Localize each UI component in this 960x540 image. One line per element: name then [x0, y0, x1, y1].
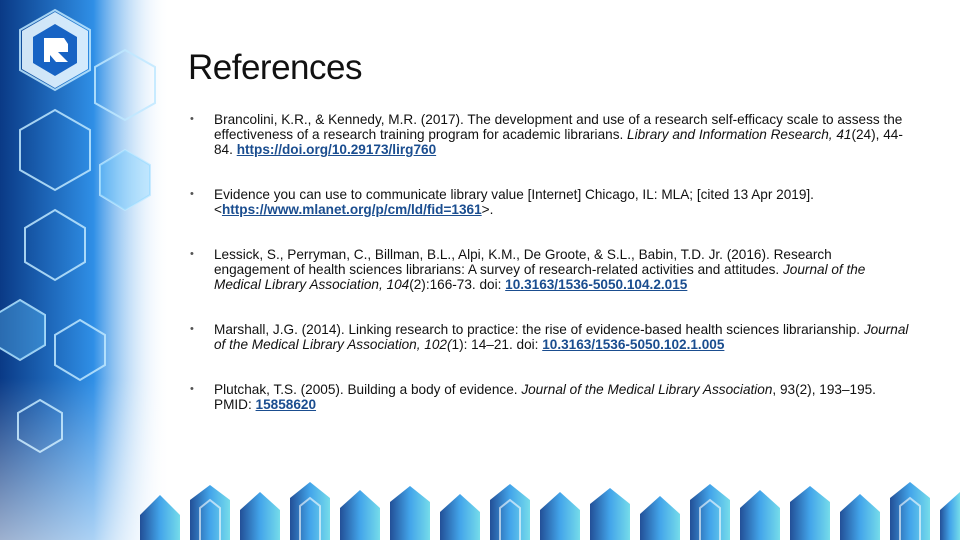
decorative-hexagon-pattern — [0, 0, 170, 540]
reference-link[interactable]: 15858620 — [255, 397, 317, 412]
reference-journal: Journal of the Medical Library Association, 102( — [214, 322, 909, 352]
reference-link[interactable]: 10.3163/1536-5050.102.1.005 — [542, 337, 725, 352]
reference-item — [190, 322, 910, 352]
reference-journal: Journal of the Medical Library Association — [521, 382, 773, 397]
reference-journal: Library and Information Research, 41 — [627, 127, 852, 142]
reference-list — [190, 112, 910, 412]
decorative-bottom-band — [140, 480, 960, 540]
reference-item — [190, 187, 910, 217]
reference-details: 1): 14–21. doi: — [451, 337, 543, 352]
reference-item — [190, 247, 910, 292]
reference-details: , 93(2), 193–195. PMID: — [214, 382, 876, 412]
reference-text: Brancolini, K.R., & Kennedy, M.R. (2017). The development and use of a research self-efficacy scale to assess the effectiveness of a research training program for academic librarians. — [214, 112, 903, 142]
reference-trailing: >. — [481, 202, 494, 217]
reference-details: (24), 44-84. — [214, 127, 903, 157]
reference-text: Lessick, S., Perryman, C., Billman, B.L., Alpi, K.M., De Groote, & S.L., Babin, T.D. Jr. (2016). Research engagement of health sciences librarians: A survey of research-related activities and attitudes. — [214, 247, 832, 277]
reference-link[interactable]: https://doi.org/10.29173/lirg760 — [236, 142, 437, 157]
page-title: References — [188, 48, 362, 87]
reference-journal: Journal of the Medical Library Association, 104 — [214, 262, 866, 292]
reference-item — [190, 382, 910, 412]
reference-text: Plutchak, T.S. (2005). Building a body of evidence. — [214, 382, 522, 397]
reference-link[interactable]: 10.3163/1536-5050.104.2.015 — [505, 277, 688, 292]
reference-details: (2):166-73. doi: — [409, 277, 506, 292]
reference-item — [190, 112, 910, 157]
reference-text: Evidence you can use to communicate library value [Internet] Chicago, IL: MLA; [cited 13 Apr 2019]. < — [214, 187, 814, 217]
reference-link[interactable]: https://www.mlanet.org/p/cm/ld/fid=1361 — [221, 202, 482, 217]
reference-text: Marshall, J.G. (2014). Linking research to practice: the rise of evidence-based health sciences librarianship. — [214, 322, 864, 337]
